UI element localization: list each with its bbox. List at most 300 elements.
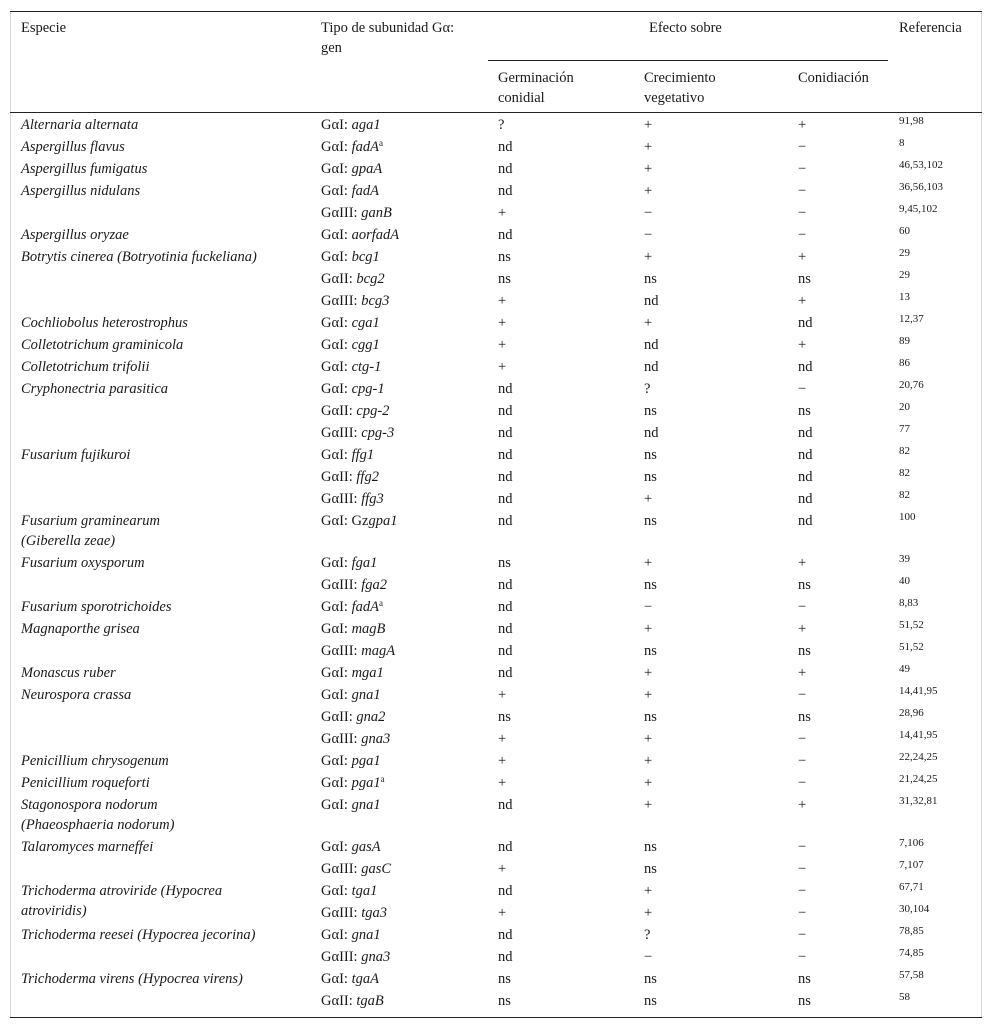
- conidiation-cell: +: [798, 797, 807, 813]
- conidiation-cell: −: [798, 139, 807, 155]
- conidiation-cell: −: [798, 731, 807, 747]
- subunit-class: GαI:: [321, 621, 352, 637]
- gene-name: tga3: [361, 905, 387, 921]
- reference-cell: 89: [899, 335, 910, 347]
- germination-cell: +: [498, 337, 507, 353]
- table-row: [0, 268, 992, 290]
- germination-cell: +: [498, 731, 507, 747]
- growth-cell: +: [644, 883, 653, 899]
- subunit-gene-cell: [321, 597, 383, 617]
- growth-cell: ?: [644, 381, 651, 397]
- reference-cell: 28,96: [899, 707, 924, 719]
- header-germination-line1: Germinación: [498, 70, 574, 86]
- gene-name: gna2: [356, 709, 386, 725]
- efecto-group-rule: [488, 60, 888, 61]
- reference-cell: 14,41,95: [899, 729, 938, 741]
- growth-cell: nd: [644, 359, 659, 375]
- species-cell-line2: (Phaeosphaeria nodorum): [21, 817, 175, 833]
- table-row: [0, 596, 992, 618]
- reference-cell: 77: [899, 423, 910, 435]
- germination-cell: nd: [498, 227, 513, 243]
- footnote-mark: a: [380, 774, 385, 784]
- reference-cell: 51,52: [899, 619, 924, 631]
- subunit-class: GαIII:: [321, 205, 362, 221]
- subunit-gene-cell: [321, 947, 390, 967]
- subunit-class: GαII:: [321, 403, 357, 419]
- gene-name: gpa1: [368, 513, 398, 529]
- species-cell: Aspergillus fumigatus: [21, 161, 148, 177]
- subunit-gene-cell: [321, 925, 381, 945]
- footnote-mark: a: [378, 138, 383, 148]
- subunit-gene-cell: [321, 837, 381, 857]
- gene-name: pga1: [351, 775, 381, 791]
- reference-cell: 36,56,103: [899, 181, 943, 193]
- conidiation-cell: −: [798, 381, 807, 397]
- subunit-class: GαI:: [321, 381, 352, 397]
- reference-cell: 12,37: [899, 313, 924, 325]
- gene-name: gasC: [361, 861, 392, 877]
- subunit-gene-cell: [321, 181, 379, 201]
- reference-cell: 7,107: [899, 859, 924, 871]
- germination-cell: nd: [498, 839, 513, 855]
- subunit-gene-cell: [321, 489, 384, 509]
- conidiation-cell: nd: [798, 359, 813, 375]
- conidiation-cell: nd: [798, 469, 813, 485]
- growth-cell: +: [644, 161, 653, 177]
- growth-cell: +: [644, 315, 653, 331]
- conidiation-cell: ns: [798, 271, 811, 287]
- species-cell: Penicillium roqueforti: [21, 775, 150, 791]
- gene-name: tga1: [351, 883, 378, 899]
- subunit-class: GαI:: [321, 117, 352, 133]
- subunit-class: GαI:: [321, 139, 352, 155]
- growth-cell: +: [644, 117, 653, 133]
- germination-cell: nd: [498, 381, 513, 397]
- table-row: [0, 924, 992, 946]
- subunit-class: GαI:: [321, 337, 352, 353]
- subunit-class: GαII:: [321, 271, 357, 287]
- table-row: [0, 990, 992, 1012]
- subunit-gene-cell: [321, 575, 387, 595]
- reference-cell: 91,98: [899, 115, 924, 127]
- subunit-gene-cell: [321, 663, 384, 683]
- conidiation-cell: ns: [798, 403, 811, 419]
- species-cell-line2: atroviridis): [21, 903, 87, 919]
- growth-cell: +: [644, 775, 653, 791]
- table-row: [0, 466, 992, 488]
- subunit-class: GαI:: [321, 775, 352, 791]
- subunit-gene-cell: [321, 137, 383, 157]
- subunit-gene-cell: [321, 159, 382, 179]
- species-cell: Fusarium graminearum: [21, 513, 160, 529]
- gene-name: ctg-1: [351, 359, 382, 375]
- growth-cell: ns: [644, 271, 657, 287]
- subunit-class: GαI:: [321, 687, 352, 703]
- subunit-gene-cell: [321, 859, 391, 879]
- species-cell: Fusarium oxysporum: [21, 555, 145, 571]
- header-growth-line2: vegetativo: [644, 90, 705, 106]
- reference-cell: 13: [899, 291, 910, 303]
- growth-cell: +: [644, 753, 653, 769]
- species-cell: Fusarium fujikuroi: [21, 447, 131, 463]
- growth-cell: +: [644, 249, 653, 265]
- header-germination-line2: conidial: [498, 90, 545, 106]
- growth-cell: nd: [644, 337, 659, 353]
- reference-cell: 60: [899, 225, 910, 237]
- header-species: Especie: [21, 20, 67, 36]
- subunit-gene-cell: [321, 553, 377, 573]
- reference-cell: 82: [899, 467, 910, 479]
- subunit-gene-cell: [321, 115, 381, 135]
- subunit-gene-cell: [321, 903, 387, 923]
- gene-name: fga1: [351, 555, 378, 571]
- gene-name: gna1: [351, 927, 381, 943]
- species-cell: Aspergillus flavus: [21, 139, 125, 155]
- subunit-class: GαI:: [321, 183, 352, 199]
- conidiation-cell: +: [798, 665, 807, 681]
- subunit-class: GαIII:: [321, 293, 362, 309]
- subunit-gene-cell: [321, 751, 381, 771]
- gene-name: gna3: [361, 949, 391, 965]
- subunit-class: GαI:: [321, 249, 352, 265]
- germination-cell: nd: [498, 491, 513, 507]
- growth-cell: +: [644, 555, 653, 571]
- subunit-gene-cell: [321, 269, 385, 289]
- subunit-class: GαI:: [321, 797, 352, 813]
- species-cell: Trichoderma reesei (Hypocrea jecorina): [21, 927, 256, 943]
- conidiation-cell: ns: [798, 709, 811, 725]
- species-cell: Magnaporthe grisea: [21, 621, 140, 637]
- subunit-class: GαI: Gz: [321, 513, 369, 529]
- subunit-class: GαI:: [321, 359, 352, 375]
- conidiation-cell: −: [798, 839, 807, 855]
- conidiation-cell: −: [798, 949, 807, 965]
- table-row: [0, 858, 992, 880]
- reference-cell: 20,76: [899, 379, 924, 391]
- growth-cell: nd: [644, 293, 659, 309]
- subunit-gene-cell: [321, 881, 377, 901]
- species-cell: Trichoderma atroviride (Hypocrea: [21, 883, 223, 899]
- species-cell: Talaromyces marneffei: [21, 839, 154, 855]
- header-subunit-line2: gen: [321, 40, 342, 56]
- gene-name: ganB: [361, 205, 392, 221]
- gene-name: fadA: [351, 599, 379, 615]
- subunit-class: GαI:: [321, 883, 352, 899]
- germination-cell: ?: [498, 117, 505, 133]
- growth-cell: −: [644, 205, 653, 221]
- table-row: [0, 136, 992, 158]
- table-top-rule: [10, 11, 982, 12]
- growth-cell: ns: [644, 469, 657, 485]
- gene-name: mga1: [351, 665, 384, 681]
- species-cell: Penicillium chrysogenum: [21, 753, 169, 769]
- table-row: [0, 946, 992, 968]
- subunit-gene-cell: [321, 247, 380, 267]
- conidiation-cell: −: [798, 753, 807, 769]
- growth-cell: ns: [644, 971, 657, 987]
- table-row: [0, 224, 992, 246]
- germination-cell: nd: [498, 577, 513, 593]
- reference-cell: 29: [899, 247, 910, 259]
- germination-cell: +: [498, 775, 507, 791]
- reference-cell: 8: [899, 137, 905, 149]
- growth-cell: ns: [644, 513, 657, 529]
- growth-cell: +: [644, 665, 653, 681]
- conidiation-cell: nd: [798, 491, 813, 507]
- species-cell: Monascus ruber: [21, 665, 116, 681]
- gene-name: fadA: [351, 183, 379, 199]
- table-row: [0, 750, 992, 772]
- reference-cell: 39: [899, 553, 910, 565]
- germination-cell: ns: [498, 709, 511, 725]
- gene-name: gasA: [351, 839, 381, 855]
- growth-cell: −: [644, 227, 653, 243]
- reference-cell: 40: [899, 575, 910, 587]
- germination-cell: nd: [498, 403, 513, 419]
- table-row: [0, 968, 992, 990]
- germination-cell: ns: [498, 555, 511, 571]
- table-row: [0, 378, 992, 400]
- subunit-class: GαIII:: [321, 905, 362, 921]
- table-row: [0, 158, 992, 180]
- germination-cell: +: [498, 293, 507, 309]
- gene-name: cgg1: [351, 337, 380, 353]
- table-row: [0, 246, 992, 268]
- germination-cell: +: [498, 687, 507, 703]
- subunit-gene-cell: [321, 969, 379, 989]
- table-row: [0, 728, 992, 750]
- gene-name: fadA: [351, 139, 379, 155]
- conidiation-cell: −: [798, 927, 807, 943]
- subunit-gene-cell: [321, 641, 395, 661]
- subunit-gene-cell: [321, 707, 385, 727]
- conidiation-cell: ns: [798, 993, 811, 1009]
- germination-cell: nd: [498, 643, 513, 659]
- growth-cell: ns: [644, 709, 657, 725]
- gene-name: magA: [361, 643, 396, 659]
- growth-cell: −: [644, 599, 653, 615]
- conidiation-cell: −: [798, 861, 807, 877]
- table-row: [0, 902, 992, 924]
- species-cell: Colletotrichum trifolii: [21, 359, 150, 375]
- species-cell: Aspergillus nidulans: [21, 183, 141, 199]
- conidiation-cell: +: [798, 555, 807, 571]
- germination-cell: nd: [498, 161, 513, 177]
- subunit-class: GαIII:: [321, 491, 362, 507]
- subunit-gene-cell: [321, 313, 380, 333]
- gene-name: gna1: [351, 797, 381, 813]
- species-cell: Fusarium sporotrichoides: [21, 599, 172, 615]
- table-row: [0, 444, 992, 466]
- subunit-class: GαI:: [321, 665, 352, 681]
- reference-cell: 8,83: [899, 597, 919, 609]
- growth-cell: ns: [644, 643, 657, 659]
- species-cell: Stagonospora nodorum: [21, 797, 158, 813]
- conidiation-cell: −: [798, 883, 807, 899]
- table-row: [0, 836, 992, 858]
- germination-cell: nd: [498, 469, 513, 485]
- conidiation-cell: nd: [798, 315, 813, 331]
- header-subunit-line1: Tipo de subunidad Gα:: [321, 20, 455, 36]
- reference-cell: 31,32,81: [899, 795, 938, 807]
- germination-cell: nd: [498, 183, 513, 199]
- table-bottom-rule: [10, 1017, 982, 1018]
- germination-cell: +: [498, 861, 507, 877]
- subunit-class: GαI:: [321, 227, 352, 243]
- table-row: [0, 772, 992, 794]
- subunit-gene-cell: [321, 467, 379, 487]
- subunit-gene-cell: [321, 445, 374, 465]
- subunit-gene-cell: [321, 773, 385, 793]
- conidiation-cell: −: [798, 905, 807, 921]
- subunit-gene-cell: [321, 379, 385, 399]
- germination-cell: nd: [498, 425, 513, 441]
- gene-name: gpaA: [351, 161, 383, 177]
- gene-name: bcg3: [361, 293, 390, 309]
- reference-cell: 82: [899, 489, 910, 501]
- subunit-class: GαIII:: [321, 949, 362, 965]
- header-reference: Referencia: [899, 20, 962, 36]
- conidiation-cell: −: [798, 205, 807, 221]
- reference-cell: 74,85: [899, 947, 924, 959]
- reference-cell: 51,52: [899, 641, 924, 653]
- gene-name: ffg1: [351, 447, 375, 463]
- conidiation-cell: −: [798, 775, 807, 791]
- species-cell: Colletotrichum graminicola: [21, 337, 184, 353]
- gene-name: fga2: [361, 577, 387, 593]
- species-cell: Alternaria alternata: [21, 117, 139, 133]
- conidiation-cell: +: [798, 117, 807, 133]
- reference-cell: 86: [899, 357, 910, 369]
- germination-cell: nd: [498, 797, 513, 813]
- reference-cell: 78,85: [899, 925, 924, 937]
- conidiation-cell: −: [798, 687, 807, 703]
- conidiation-cell: +: [798, 249, 807, 265]
- subunit-class: GαI:: [321, 315, 352, 331]
- conidiation-cell: ns: [798, 577, 811, 593]
- subunit-class: GαI:: [321, 599, 352, 615]
- reference-cell: 21,24,25: [899, 773, 938, 785]
- table-row: [0, 706, 992, 728]
- reference-cell: 9,45,102: [899, 203, 938, 215]
- subunit-class: GαI:: [321, 839, 352, 855]
- subunit-gene-cell: [321, 795, 381, 815]
- table-row: [0, 114, 992, 136]
- growth-cell: ns: [644, 403, 657, 419]
- germination-cell: ns: [498, 271, 511, 287]
- subunit-class: GαIII:: [321, 861, 362, 877]
- subunit-class: GαI:: [321, 753, 352, 769]
- gene-name: tgaB: [356, 993, 384, 1009]
- germination-cell: nd: [498, 139, 513, 155]
- subunit-class: GαII:: [321, 993, 357, 1009]
- table-row: [0, 662, 992, 684]
- growth-cell: nd: [644, 425, 659, 441]
- species-cell: Botrytis cinerea (Botryotinia fuckeliana): [21, 249, 257, 265]
- germination-cell: +: [498, 753, 507, 769]
- germination-cell: ns: [498, 971, 511, 987]
- subunit-class: GαI:: [321, 971, 352, 987]
- subunit-class: GαIII:: [321, 425, 362, 441]
- conidiation-cell: +: [798, 621, 807, 637]
- gene-name: cpg-2: [356, 403, 390, 419]
- germination-cell: nd: [498, 665, 513, 681]
- footnote-mark: a: [378, 598, 383, 608]
- table-row: [0, 488, 992, 510]
- species-cell-line2: (Giberella zeae): [21, 533, 116, 549]
- table-row: [0, 684, 992, 706]
- gene-name: cpg-1: [351, 381, 385, 397]
- subunit-gene-cell: [321, 291, 389, 311]
- subunit-gene-cell: [321, 203, 392, 223]
- conidiation-cell: nd: [798, 447, 813, 463]
- gene-name: pga1: [351, 753, 381, 769]
- growth-cell: +: [644, 183, 653, 199]
- conidiation-cell: −: [798, 183, 807, 199]
- conidiation-cell: ns: [798, 971, 811, 987]
- header-effect: Efecto sobre: [649, 20, 722, 36]
- table-row: [0, 618, 992, 640]
- growth-cell: ns: [644, 447, 657, 463]
- growth-cell: ?: [644, 927, 651, 943]
- growth-cell: ns: [644, 993, 657, 1009]
- subunit-gene-cell: [321, 729, 390, 749]
- subunit-class: GαIII:: [321, 731, 362, 747]
- germination-cell: nd: [498, 621, 513, 637]
- growth-cell: +: [644, 687, 653, 703]
- subunit-gene-cell: [321, 423, 394, 443]
- reference-cell: 30,104: [899, 903, 930, 915]
- growth-cell: ns: [644, 839, 657, 855]
- header-bottom-rule: [10, 112, 982, 113]
- germination-cell: nd: [498, 927, 513, 943]
- table-row: [0, 552, 992, 574]
- reference-cell: 20: [899, 401, 910, 413]
- germination-cell: nd: [498, 883, 513, 899]
- reference-cell: 67,71: [899, 881, 924, 893]
- header-growth-line1: Crecimiento: [644, 70, 716, 86]
- germination-cell: +: [498, 205, 507, 221]
- germination-cell: nd: [498, 949, 513, 965]
- gene-name: tgaA: [351, 971, 379, 987]
- table-row: [0, 400, 992, 422]
- reference-cell: 22,24,25: [899, 751, 938, 763]
- growth-cell: +: [644, 905, 653, 921]
- conidiation-cell: nd: [798, 425, 813, 441]
- table-row: [0, 356, 992, 378]
- subunit-gene-cell: [321, 991, 384, 1011]
- subunit-class: GαI:: [321, 927, 352, 943]
- subunit-class: GαIII:: [321, 643, 362, 659]
- conidiation-cell: ns: [798, 643, 811, 659]
- conidiation-cell: nd: [798, 513, 813, 529]
- germination-cell: ns: [498, 993, 511, 1009]
- species-cell: Cryphonectria parasitica: [21, 381, 169, 397]
- table-row: [0, 312, 992, 334]
- reference-cell: 49: [899, 663, 910, 675]
- gene-name: ffg3: [361, 491, 384, 507]
- table-row: [0, 510, 992, 549]
- gene-name: gna3: [361, 731, 391, 747]
- reference-cell: 46,53,102: [899, 159, 943, 171]
- germination-cell: +: [498, 359, 507, 375]
- gene-name: gna1: [351, 687, 381, 703]
- header-conidiation: Conidiación: [798, 70, 869, 86]
- germination-cell: +: [498, 315, 507, 331]
- species-cell: Trichoderma virens (Hypocrea virens): [21, 971, 243, 987]
- subunit-gene-cell: [321, 335, 380, 355]
- table-row: [0, 422, 992, 444]
